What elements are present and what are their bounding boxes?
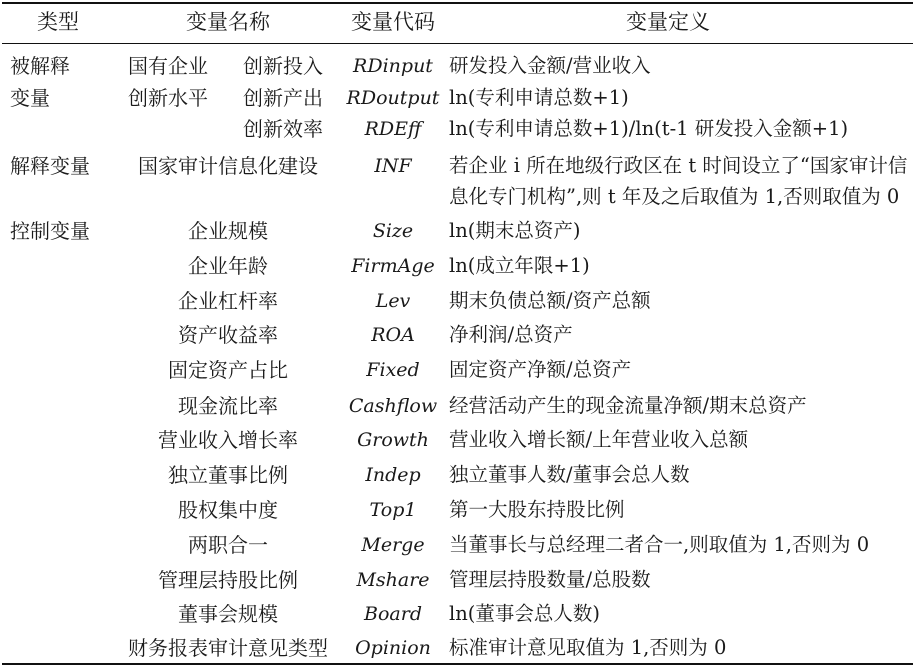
group-explained-line2: 变量 (10, 86, 50, 110)
row-code: RDEff (364, 118, 422, 140)
row-definition: 标准审计意见取值为 1,否则为 0 (449, 636, 727, 659)
row-name: 企业年龄 (188, 254, 268, 278)
row-code: Cashflow (348, 395, 438, 417)
top-rule (2, 2, 913, 4)
row-name: 国家审计信息化建设 (138, 154, 318, 178)
row-definition: 第一大股东持股比例 (449, 498, 625, 521)
row-code: Growth (357, 429, 429, 451)
header-code: 变量代码 (351, 10, 435, 34)
row-name: 股权集中度 (178, 498, 278, 522)
row-name: 资产收益率 (178, 323, 278, 347)
row-definition: 固定资产净额/总资产 (449, 358, 632, 381)
header-name: 变量名称 (186, 10, 270, 34)
row-definition: 独立董事人数/董事会总人数 (449, 463, 690, 486)
row-definition: 若企业 i 所在地级行政区在 t 时间设立了“国家审计信 (449, 154, 908, 177)
row-code: INF (374, 155, 412, 177)
row-code: Merge (361, 534, 425, 556)
row-name: 财务报表审计意见类型 (128, 636, 328, 660)
group-control: 控制变量 (10, 219, 90, 243)
row-name: 创新效率 (243, 117, 323, 141)
row-definition: 净利润/总资产 (449, 323, 573, 346)
row-definition-continued: 息化专门机构”,则 t 年及之后取值为 1,否则取值为 0 (449, 185, 900, 208)
sub-soe: 国有企业 (128, 54, 208, 78)
row-code: Opinion (355, 637, 431, 659)
header-type: 类型 (37, 10, 79, 34)
row-definition: ln(成立年限+1) (449, 254, 590, 277)
row-definition: ln(专利申请总数+1)/ln(t-1 研发投入金额+1) (449, 117, 849, 140)
row-definition: 期末负债总额/资产总额 (449, 289, 651, 312)
row-name: 固定资产占比 (168, 358, 288, 382)
sub-innov-level: 创新水平 (128, 86, 208, 110)
row-code: RDoutput (346, 87, 440, 109)
row-name: 现金流比率 (178, 394, 278, 418)
row-code: Board (364, 603, 422, 625)
row-code: Lev (375, 290, 411, 312)
row-definition: 当董事长与总经理二者合一,则取值为 1,否则为 0 (449, 533, 870, 556)
row-name: 营业收入增长率 (158, 428, 298, 452)
group-explanatory: 解释变量 (10, 154, 90, 178)
row-code: Indep (365, 464, 421, 486)
bottom-rule (2, 663, 913, 665)
row-definition: ln(专利申请总数+1) (449, 86, 629, 109)
row-name: 两职合一 (188, 533, 268, 557)
row-name: 董事会规模 (178, 602, 278, 626)
row-definition: 经营活动产生的现金流量净额/期末总资产 (449, 394, 807, 417)
row-code: Fixed (366, 359, 420, 381)
row-definition: 管理层持股数量/总股数 (449, 568, 651, 591)
row-name: 企业规模 (188, 219, 268, 243)
row-definition: 研发投入金额/营业收入 (449, 54, 651, 77)
header-rule (2, 43, 913, 44)
row-code: Top1 (369, 499, 417, 521)
row-name: 独立董事比例 (168, 463, 288, 487)
row-definition: ln(期末总资产) (449, 219, 581, 242)
row-name: 管理层持股比例 (158, 568, 298, 592)
row-definition: 营业收入增长额/上年营业收入总额 (449, 428, 749, 451)
row-name: 创新投入 (243, 54, 323, 78)
row-code: Size (372, 220, 414, 242)
header-definition: 变量定义 (626, 10, 710, 34)
row-code: FirmAge (351, 255, 435, 277)
row-definition: ln(董事会总人数) (449, 602, 601, 625)
row-code: RDinput (353, 55, 433, 77)
group-explained-line1: 被解释 (10, 54, 70, 78)
row-code: Mshare (356, 569, 430, 591)
row-name: 企业杠杆率 (178, 289, 278, 313)
row-name: 创新产出 (243, 86, 323, 110)
row-code: ROA (371, 324, 415, 346)
